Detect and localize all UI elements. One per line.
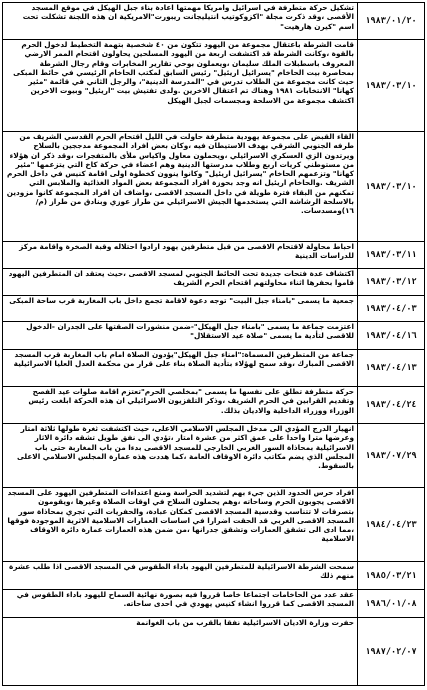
event-date: ١٩٨٣/٠٤/١٣: [357, 350, 424, 386]
event-description: عقد عدد من الحاخامات اجتماعا خاصا قرروا فيه بصورة نهائية السماح لليهود باداء الطقوس في المسجد الاقصى كما قرروا انشاء كنيس يهودي في احدى ساحاته.: [16, 590, 354, 609]
table-row: [3, 562, 424, 590]
table-row: [3, 590, 424, 618]
table-row: [3, 322, 424, 350]
event-date: ١٩٨٣/٠٧/٢٩: [357, 424, 424, 487]
event-date: ١٩٨٣/٠٤/١٦: [357, 322, 424, 349]
event-description: قامت الشرطة باعتقال مجموعة من اليهود تتكون من ٤٠ شخصية بتهمة التخطيط لدخول الحرم بالقوة ،وكانت الشرطة قد اكتشفت اربعة من اليهود المسلحين يحاولون اقتحام الممر الارضي المعروف باسطبلات الملك سليمان ،ويعملون بوحي تقارير المخابرات وقام رجال الشرطة بمحاصرة بيت الحاخام "يسرائيل اريئيل" رئيس السابق لمكتب الحاخام الرئيسي في حائط المبكى حيث كانت مجموعة من الطلاب تدرس في "المدرسة الدينية"، والرجل الثاني في قائمة "مئير كهانا" الانتخابات ١٩٨١ وهناك تم اعتقال الاخرين .ولدى تفتيش بيت "اريئيل" وبيوت الاخرين اكتشف مجموعة من الاسلحة ومجسمات لجبل الهيكل: [13, 40, 354, 105]
event-description: اكتشاف عدة فتحات جديدة تحت الحائط الجنوبي لمسجد الاقصى ،حيث يعتقد ان المتطرفين اليهود قاموا بحفرها اثناء محاولتهم اقتحام الحرم الشريف: [8, 269, 354, 288]
event-date: ١٩٨٣/٠٤/٢٤: [357, 387, 424, 423]
table-row: [3, 488, 424, 562]
event-date: ١٩٨٦/٠١/٠٨: [357, 590, 424, 617]
event-description: اعتزمت جماعة ما يسمى "بامناء جبل الهيكل"-ضمن منشورات الصقتها على الجدران -الدخول للاقصى لتأدية ما يسمى "صلاة عيد الاستقلال": [26, 322, 354, 341]
events-table: [2, 2, 425, 686]
event-date: ١٩٨٣/٠١/٢٠: [357, 3, 424, 39]
table-row: [3, 269, 424, 296]
event-date: ١٩٨٧/٠٢/٠٧: [357, 618, 424, 685]
event-description: حركة متطرفة تطلق على نفسها ما يسمى "بمخلصي الحرم"تعتزم اقامة صلوات عيد الفصح وتقديم القرابين في الحرم الشريف ،وذكر التلفزيون الاسرائيلي ان هذه الحركة ابلغت رئيس الوزراء ووزراء الداخلية والاديان بذلك.: [28, 387, 354, 415]
event-description: القاء القبض على مجموعة يهودية متطرفة حاولت في الليل اقتحام الحرم القدسي الشريف من طرفه الجنوبي الشرقي بهدف الاستيطان فيه ،وكان بعض افراد المجموعة مدججين بالسلاح ويرتدون الزي العسكري الاسرائيلي ،ويحملون معاول واكياس ملأى بالمتفجرات ،وقد ذكر ان هؤلاء من مستوطني كريات اربع وطلاب مدرستها الدينية وهم اعضاء في حركة كاخ التي يتزعمها "مئير كهانا" وتزعمهم الحاخام "يسرائيل اريئيل" وكانوا ينوون كخطوة اولى اقامة كنيس في داخل الحرم الشريف .والحاخام اريئيل انه وجد بحوزة افراد المجموعة بعض المواد الغذائية والملابس التي تمكنهم من البقاء فترة طويلة في داخل المسجد الاقصى ،واضاف ان افراد المجموعة كانوا مزودين بالاسلحة الرشاشة التي يستخدمها الجيش الاسرائيلي من طراز عوزي وبنادق من طراز (م/١٦)ومسدسات.: [6, 132, 354, 216]
event-description: جمعية ما يسمى "بامناء جبل البيت" توجه دعوة لاقامة تجمع داخل باب المغاربة قرب ساحة المبكى: [9, 296, 354, 305]
table-row: [3, 618, 424, 685]
event-description: جماعة من المتطرفين المسماة:"امناء جبل الهيكل"يؤدون الصلاة امام باب المغاربة قرب المسجد الاقصى المبارك ،وقد سمح لهؤلاء بتأدية الصلاة بناء على قرار من محكمة العدل العليا الاسرائيلية: [13, 350, 354, 369]
event-description: تشكيل حركة متطرفة في اسرائيل وامريكا مهمتها اعادة بناء جبل الهيكل في موقع المسجد الأقصى ،وقد ذكرت مجلة "اكزوكوتيب انتيليجانت ريبورت"الامريكية ان هذه اللجنة تشكلت تحت اسم "كيرن هارهيت": [22, 3, 354, 31]
event-description: افراد حرس الحدود الذين جيء بهم لتشديد الحراسة ومنع اعتداءات المتطرفين اليهود على المسجد الاقصى يجوبون الحرم وساحاته ،وهم يحملون السلاح في اوقات الصلاة وغيرها ،ويقومون بتصرفات لا تتناسب وقدسية المسجد الاقصى كمكان عبادة، والحفريات التي تجري بمحاذاة سور المسجد الاقصى الغربي قد الحقت اضرارا في اساسات العمارات الاسلامية الاثرية الموجودة فوقها ،مما ادى الى تشقق العمارات وتشقق جدرانها ،من ضمن هذه العمارات عمارة دائرة الاوقاف الاسلامية: [7, 488, 354, 544]
event-date: ١٩٨٣/٠٣/١١: [357, 242, 424, 268]
table-row: [3, 40, 424, 132]
event-description: احباط محاولة لاقتحام الاقصى من قبل متطرفين يهود ارادوا احتلاله وقبة الصخرة واقامة مركز للدراسات الدينية: [19, 242, 354, 261]
table-row: [3, 242, 424, 269]
event-date: ١٩٨٣/٠٣/١٢: [357, 269, 424, 295]
table-row: [3, 387, 424, 424]
table-row: [3, 296, 424, 322]
event-date: ١٩٨٣/٠٣/١٠: [357, 132, 424, 241]
table-row: [3, 350, 424, 387]
event-description: سمحت الشرطة الاسرائيلية للمتطرفين اليهود باداء الطقوس في المسجد الاقصى اذا طلب عشرة منهم ذلك: [9, 562, 354, 581]
event-date: ١٩٨٤/٠٤/٢٣: [357, 488, 424, 561]
table-row: [3, 424, 424, 488]
event-date: ١٩٨٣/٠٤/٠٣: [357, 296, 424, 321]
event-description: حفرت وزارة الاديان الاسرائيلية نفقا بالقرب من باب الغوانمة: [136, 618, 354, 627]
event-date: ١٩٨٣/٠٣/١٠: [357, 40, 424, 131]
table-row: [3, 3, 424, 40]
event-description: انهيار الدرج المؤدي الى مدخل المجلس الاسلامي الاعلى، حيث اكتشفت ثغرة طولها ثلاثة امتار وعرضها مترا واحدا على عمق اكثر من عشرة امتار ،تؤدي الى نفق طويل تشقه دائرة الاثار الاسرائيلية بمحاذاة السور الغربي الخارجي للمسجد الاقصى بدءا من باب المغاربة حتى باب المجلس الذي يضم مكاتب دائرة الاوقاف العامة ،كما هددت هذه عمارة المجلس الاسلامي الاعلى بالسقوط.: [16, 424, 354, 471]
table-row: [3, 132, 424, 242]
event-date: ١٩٨٥/٠٣/٢١: [357, 562, 424, 589]
